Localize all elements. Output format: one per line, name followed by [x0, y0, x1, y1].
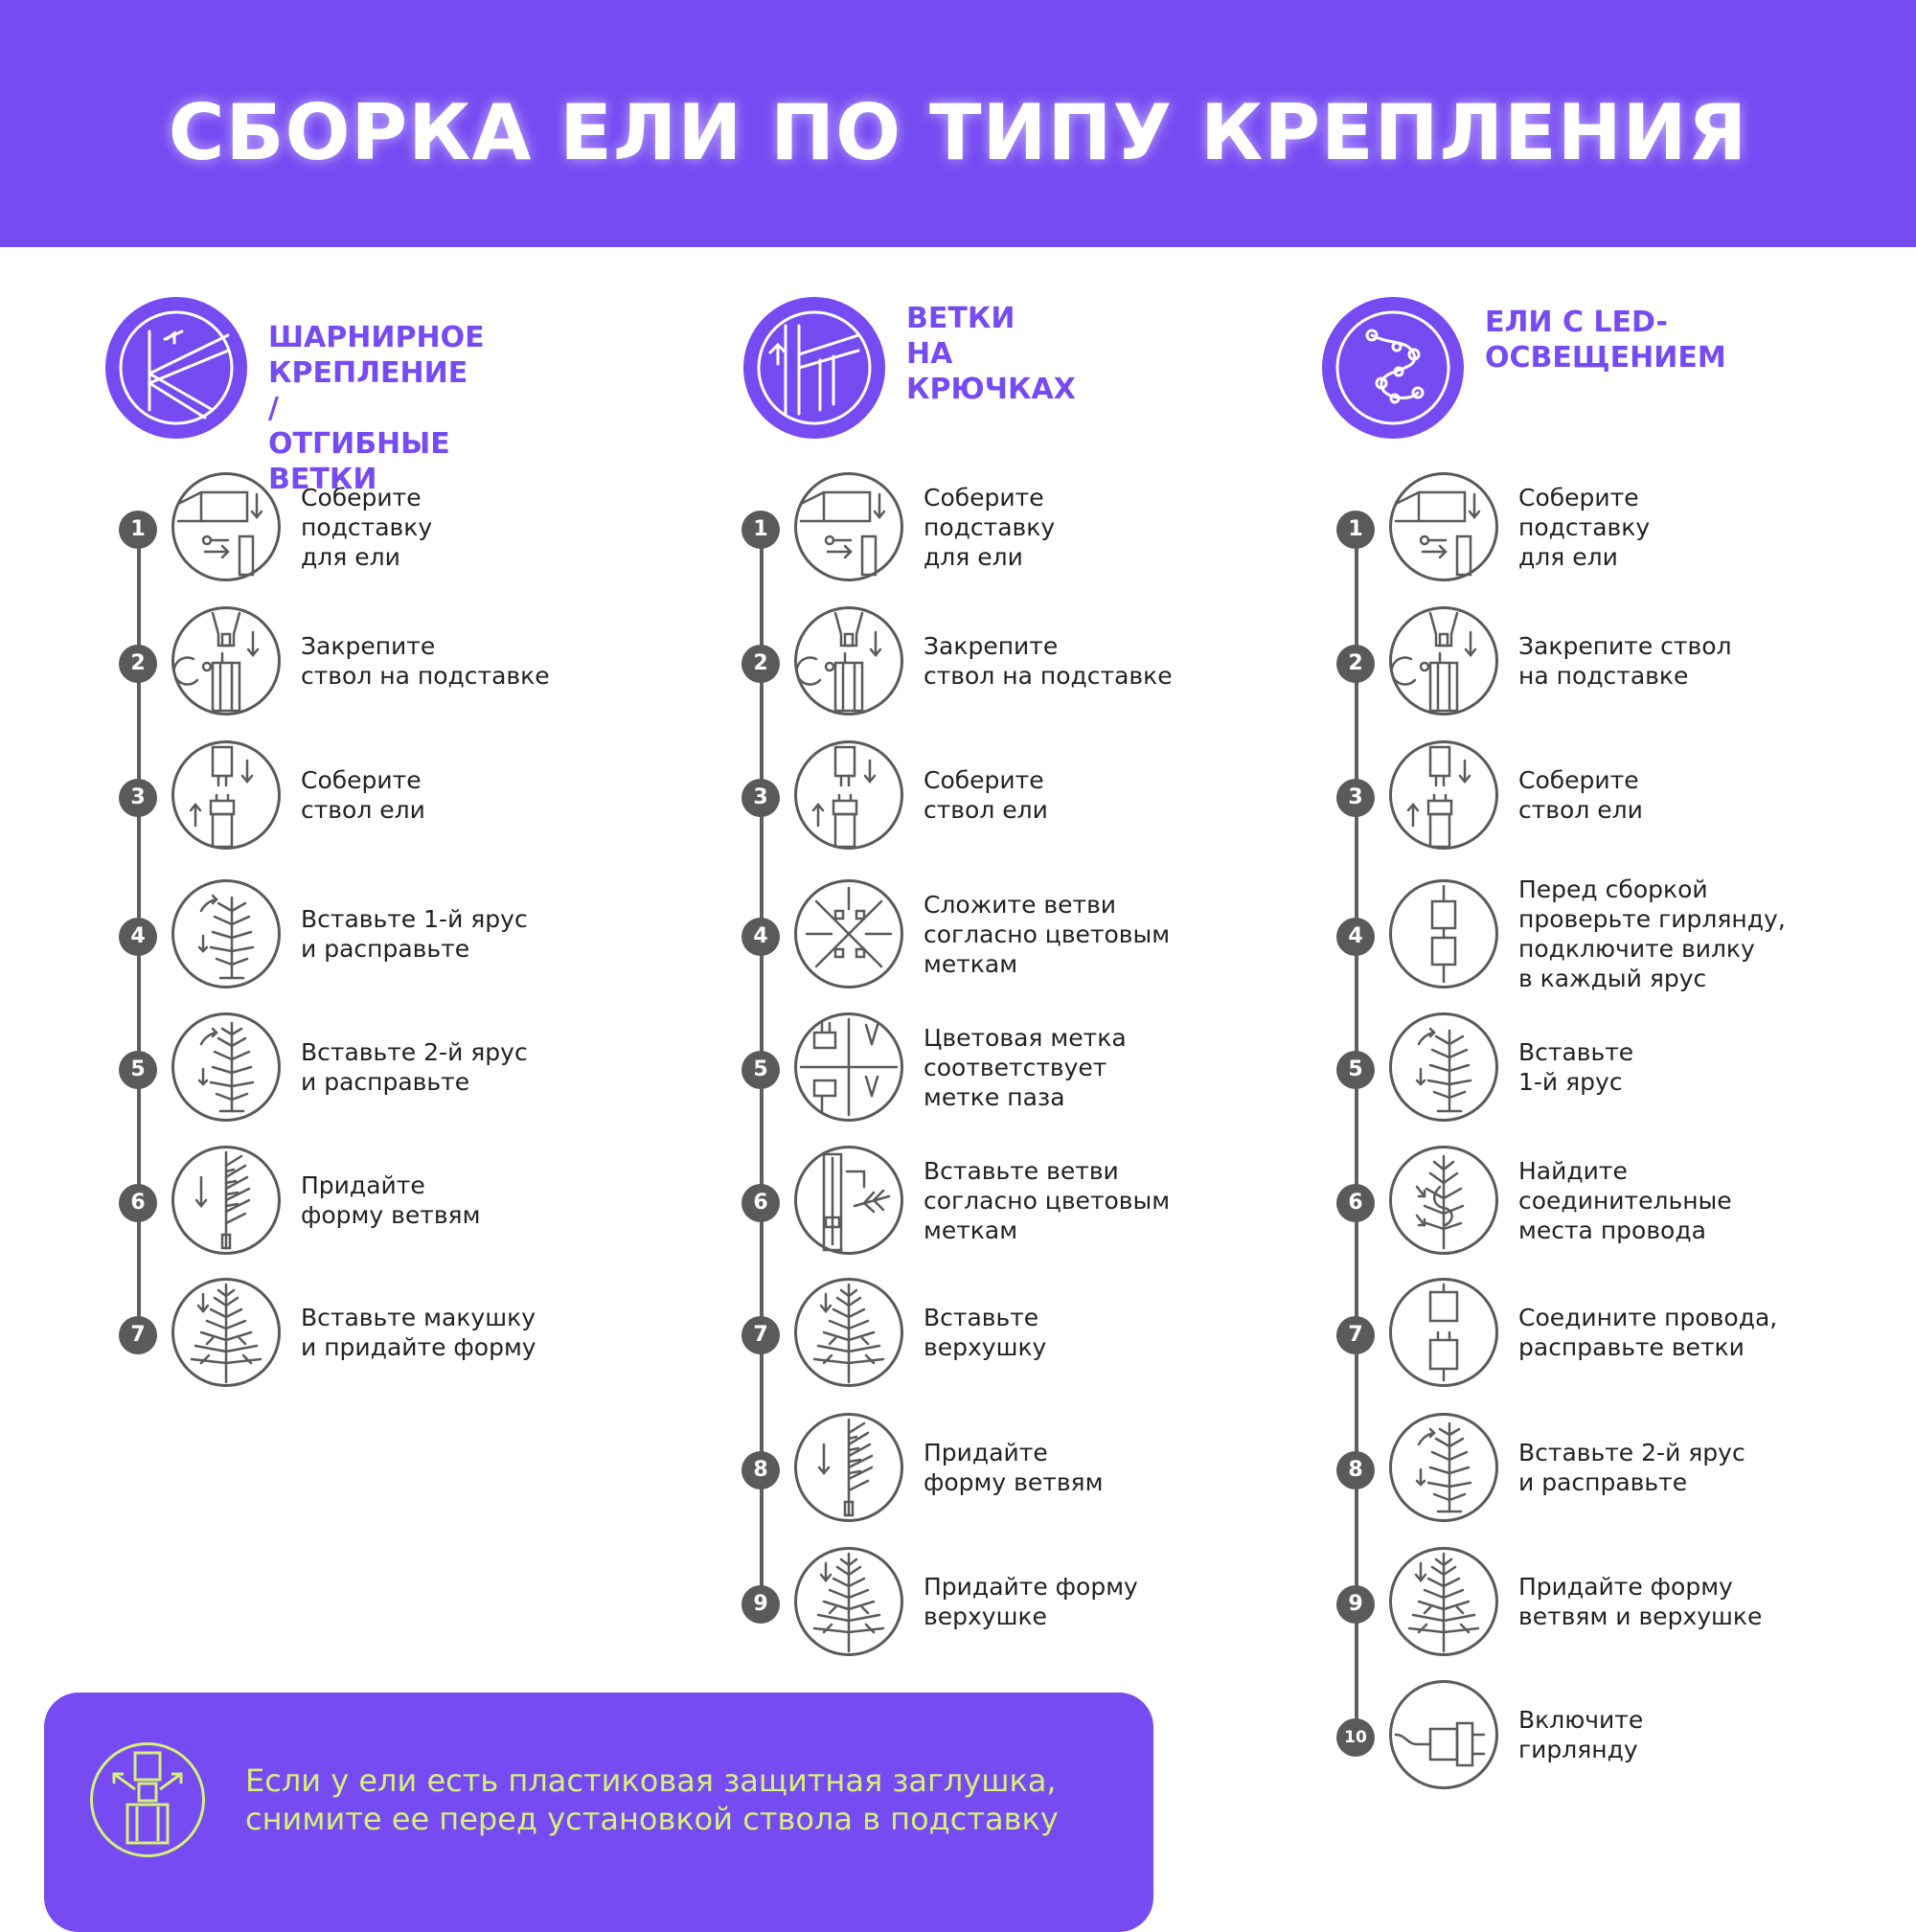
tree-top-icon: [171, 1278, 281, 1387]
step-label: Цветовая метка соответствует метке паза: [924, 1023, 1127, 1111]
branch-shape-icon: [171, 1146, 281, 1255]
tier-two-icon: [171, 1012, 281, 1122]
hook-branch-icon: [743, 297, 885, 439]
plug-connect-icon: [1389, 1278, 1498, 1387]
step-label: Придайте форму ветвям: [924, 1439, 1104, 1496]
column-title: ШАРНИРНОЕ КРЕПЛЕНИЕ / ОТГИБНЫЕ ВЕТКИ: [268, 321, 485, 496]
led-garland-icon: [1322, 297, 1464, 439]
step-number: 2: [119, 645, 157, 683]
step-label: Найдите соединительные места провода: [1518, 1156, 1732, 1244]
protective-cap-icon: [90, 1742, 205, 1857]
tier-two-icon: [1389, 1413, 1498, 1522]
step-label: Закрепите ствол на подставке: [1518, 632, 1732, 690]
trunk-assembly-icon: [794, 740, 903, 850]
step-number: 8: [1336, 1451, 1375, 1489]
step-label: Придайте форму верхушке: [924, 1573, 1138, 1630]
step-number: 3: [1336, 779, 1375, 817]
step-label: Вставьте макушку и придайте форму: [301, 1304, 536, 1361]
step-number: 4: [741, 918, 780, 956]
step-label: Соберите ствол ели: [301, 766, 425, 824]
step-number: 7: [119, 1316, 157, 1354]
trunk-assembly-icon: [171, 740, 281, 850]
step-label: Соедините провода, расправьте ветки: [1518, 1304, 1778, 1361]
svg-text:2: 2: [1405, 1467, 1414, 1483]
step-label: Соберите ствол ели: [924, 766, 1048, 824]
step-number: 2: [1336, 645, 1375, 683]
color-mark-icon: [794, 1012, 903, 1122]
insert-branches-icon: [794, 1146, 903, 1255]
stand-assembly-icon: [1389, 472, 1498, 581]
step-number: 7: [741, 1316, 780, 1354]
svg-text:2: 2: [188, 1067, 196, 1082]
step-number: 3: [741, 779, 780, 817]
step-number: 5: [119, 1051, 157, 1089]
tree-shape-icon: [794, 1547, 903, 1656]
tree-top-icon: [794, 1278, 903, 1387]
step-number: 1: [119, 511, 157, 549]
step-number: 7: [1336, 1316, 1375, 1354]
step-label: Вставьте 1-й ярус и расправьте: [301, 905, 528, 963]
step-label: Сложите ветви согласно цветовым меткам: [924, 890, 1171, 978]
tree-shape-icon: [1389, 1547, 1498, 1656]
trunk-mount-icon: [1389, 606, 1498, 716]
step-number: 2: [741, 645, 780, 683]
branch-shape-icon: [794, 1413, 903, 1522]
trunk-mount-icon: [171, 606, 281, 716]
step-number: 5: [741, 1051, 780, 1089]
step-number: 9: [741, 1585, 780, 1624]
step-label: Закрепите ствол на подставке: [301, 632, 550, 690]
wire-joint-icon: [1389, 1146, 1498, 1255]
page-title: СБОРКА ЕЛИ ПО ТИПУ КРЕПЛЕНИЯ: [168, 88, 1748, 177]
tier-one-icon: [1389, 1012, 1498, 1122]
step-label: Вставьте 1-й ярус: [1518, 1038, 1634, 1096]
column-title: ВЕТКИ НА КРЮЧКАХ: [906, 302, 1076, 406]
svg-text:1: 1: [190, 934, 198, 949]
step-number: 3: [119, 779, 157, 817]
step-number: 8: [741, 1451, 780, 1489]
stand-assembly-icon: [171, 472, 281, 581]
hinge-branch-icon: [105, 297, 247, 439]
connector-check-icon: [1389, 879, 1498, 989]
step-label: Соберите ствол ели: [1518, 766, 1643, 824]
trunk-mount-icon: [794, 606, 903, 716]
timeline: [1355, 527, 1358, 1738]
trunk-assembly-icon: [1389, 740, 1498, 850]
sort-branches-icon: [794, 879, 903, 989]
step-label: Закрепите ствол на подставке: [924, 632, 1173, 690]
step-number: 6: [1336, 1184, 1375, 1222]
tier-one-icon: [171, 879, 281, 989]
step-label: Включите гирлянду: [1518, 1706, 1644, 1763]
step-number: 6: [741, 1184, 780, 1222]
stand-assembly-icon: [794, 472, 903, 581]
step-label: Вставьте 2-й ярус и расправьте: [301, 1038, 528, 1096]
step-number: 4: [1336, 918, 1375, 956]
note-text: Если у ели есть пластиковая защитная заглушка, снимите ее перед установкой ствола в подставку: [245, 1762, 1059, 1837]
step-label: Вставьте 2-й ярус и расправьте: [1518, 1439, 1745, 1496]
step-label: Вставьте верхушку: [924, 1304, 1047, 1361]
header-banner: [0, 0, 1916, 247]
note-box: [44, 1693, 1153, 1932]
step-number: 4: [119, 918, 157, 956]
step-label: Придайте форму ветвям: [301, 1171, 481, 1229]
power-plug-icon: [1389, 1680, 1498, 1789]
step-number: 1: [1336, 511, 1375, 549]
step-number: 1: [741, 511, 780, 549]
column-title: ЕЛИ С LED- ОСВЕЩЕНИЕМ: [1485, 306, 1726, 375]
step-number: 9: [1336, 1585, 1375, 1624]
step-number: 6: [119, 1184, 157, 1222]
step-label: Соберите подставку для ели: [924, 483, 1056, 571]
step-label: Соберите подставку для ели: [301, 483, 433, 571]
step-label: Соберите подставку для ели: [1518, 483, 1651, 571]
svg-text:1: 1: [1407, 1067, 1416, 1082]
step-label: Придайте форму ветвям и верхушке: [1518, 1573, 1763, 1630]
step-label: Вставьте ветви согласно цветовым меткам: [924, 1156, 1171, 1244]
step-label: Перед сборкой проверьте гирлянду, подключите вилку в каждый ярус: [1518, 875, 1786, 992]
step-number: 10: [1336, 1718, 1375, 1757]
step-number: 5: [1336, 1051, 1375, 1089]
